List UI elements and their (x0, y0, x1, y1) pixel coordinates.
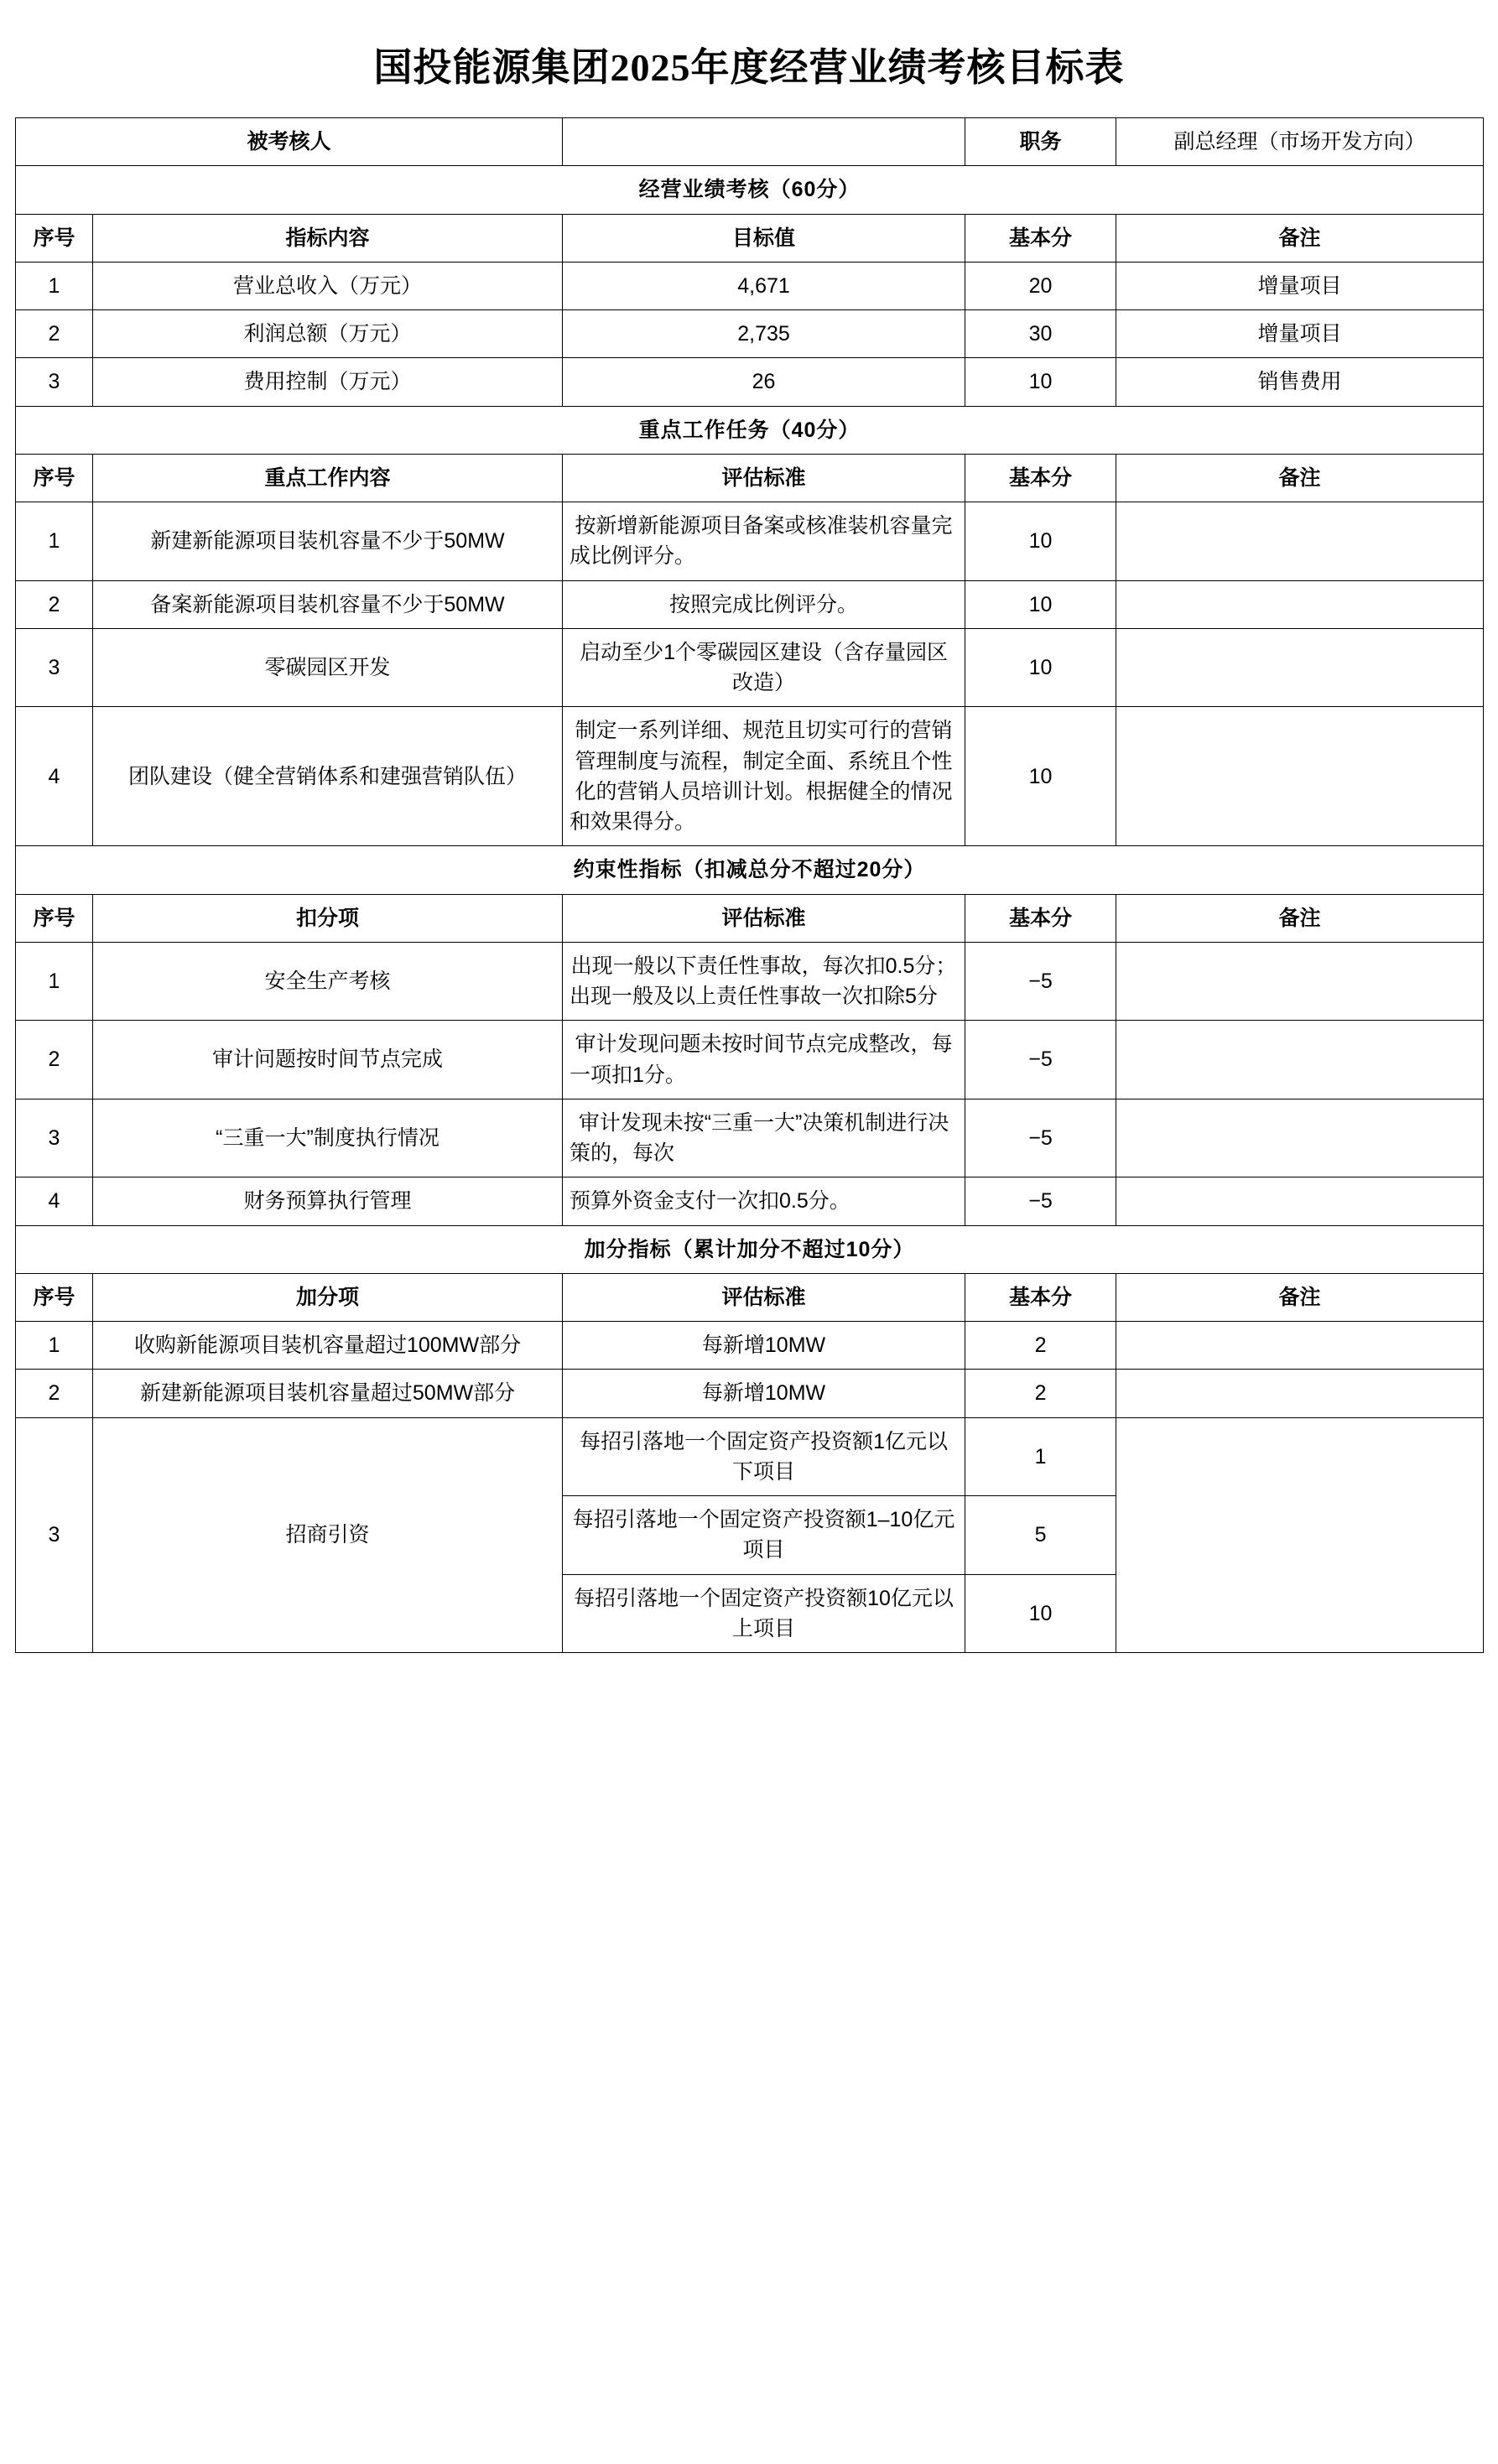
col-header-remark: 备注 (1116, 214, 1484, 262)
row-target: 26 (563, 358, 965, 406)
row-no: 4 (16, 707, 93, 846)
section-title-row (16, 846, 1484, 894)
table-row (16, 1099, 1484, 1177)
col-header-target: 评估标准 (563, 1273, 965, 1321)
row-remark (1116, 1021, 1484, 1099)
table-row (16, 1021, 1484, 1099)
row-remark (1116, 942, 1484, 1021)
col-header-target: 评估标准 (563, 454, 965, 502)
row-no: 2 (16, 580, 93, 628)
row-no: 3 (16, 1417, 93, 1653)
table-row (16, 1177, 1484, 1225)
row-no: 1 (16, 502, 93, 581)
row-no: 1 (16, 942, 93, 1021)
row-score: −5 (965, 1177, 1116, 1225)
row-item: 营业总收入（万元） (93, 262, 563, 309)
row-target: 出现一般以下责任性事故，每次扣0.5分；出现一般及以上责任性事故一次扣除5分 (563, 942, 965, 1021)
row-item: 审计问题按时间节点完成 (93, 1021, 563, 1099)
row-score: 10 (965, 707, 1116, 846)
col-header-score: 基本分 (965, 454, 1116, 502)
position-value: 副总经理（市场开发方向） (1116, 118, 1484, 166)
table-row (16, 1322, 1484, 1370)
row-remark: 增量项目 (1116, 310, 1484, 358)
row-target: 预算外资金支付一次扣0.5分。 (563, 1177, 965, 1225)
col-header-remark: 备注 (1116, 454, 1484, 502)
row-item: 费用控制（万元） (93, 358, 563, 406)
row-item: 财务预算执行管理 (93, 1177, 563, 1225)
row-score: 10 (965, 628, 1116, 707)
row-target: 每新增10MW (563, 1370, 965, 1417)
row-target: 每招引落地一个固定资产投资额10亿元以上项目 (563, 1574, 965, 1653)
table-row (16, 358, 1484, 406)
col-header-target: 评估标准 (563, 894, 965, 942)
column-header-row (16, 894, 1484, 942)
row-target: 制定一系列详细、规范且切实可行的营销管理制度与流程，制定全面、系统且个性化的营销人员培训计划。根据健全的情况和效果得分。 (563, 707, 965, 846)
row-score: −5 (965, 942, 1116, 1021)
row-score: 1 (965, 1417, 1116, 1496)
header-row (16, 118, 1484, 166)
row-item: 新建新能源项目装机容量超过50MW部分 (93, 1370, 563, 1417)
section-title-3: 加分指标（累计加分不超过10分） (16, 1225, 1484, 1273)
row-item: 备案新能源项目装机容量不少于50MW (93, 580, 563, 628)
row-target: 每新增10MW (563, 1322, 965, 1370)
row-item: 招商引资 (93, 1417, 563, 1653)
row-item: 零碳园区开发 (93, 628, 563, 707)
col-header-no: 序号 (16, 454, 93, 502)
col-header-score: 基本分 (965, 894, 1116, 942)
row-score: 10 (965, 502, 1116, 581)
row-remark (1116, 628, 1484, 707)
row-remark (1116, 1322, 1484, 1370)
row-remark (1116, 1177, 1484, 1225)
section-title-0: 经营业绩考核（60分） (16, 166, 1484, 214)
row-no: 2 (16, 1370, 93, 1417)
col-header-target: 目标值 (563, 214, 965, 262)
row-remark: 销售费用 (1116, 358, 1484, 406)
row-no: 2 (16, 1021, 93, 1099)
row-score: −5 (965, 1099, 1116, 1177)
row-score: 2 (965, 1322, 1116, 1370)
page-title: 国投能源集团2025年度经营业绩考核目标表 (373, 46, 1125, 89)
row-remark: 增量项目 (1116, 262, 1484, 309)
col-header-score: 基本分 (965, 214, 1116, 262)
row-target: 4,671 (563, 262, 965, 309)
table-row (16, 707, 1484, 846)
row-no: 4 (16, 1177, 93, 1225)
row-item: 利润总额（万元） (93, 310, 563, 358)
row-score: 5 (965, 1496, 1116, 1575)
assessment-table (15, 117, 1484, 1653)
table-row (16, 628, 1484, 707)
table-row (16, 1370, 1484, 1417)
row-no: 1 (16, 1322, 93, 1370)
row-target: 2,735 (563, 310, 965, 358)
row-target: 按照完成比例评分。 (563, 580, 965, 628)
row-remark (1116, 1417, 1484, 1653)
row-no: 3 (16, 628, 93, 707)
section-title-row (16, 1225, 1484, 1273)
row-item: 新建新能源项目装机容量不少于50MW (93, 502, 563, 581)
row-item: 收购新能源项目装机容量超过100MW部分 (93, 1322, 563, 1370)
col-header-item: 重点工作内容 (93, 454, 563, 502)
col-header-item: 扣分项 (93, 894, 563, 942)
col-header-item: 加分项 (93, 1273, 563, 1321)
row-target: 审计发现问题未按时间节点完成整改，每一项扣1分。 (563, 1021, 965, 1099)
row-remark (1116, 1099, 1484, 1177)
col-header-no: 序号 (16, 214, 93, 262)
row-no: 1 (16, 262, 93, 309)
table-row (16, 580, 1484, 628)
column-header-row (16, 214, 1484, 262)
row-remark (1116, 580, 1484, 628)
column-header-row (16, 1273, 1484, 1321)
section-title-1: 重点工作任务（40分） (16, 406, 1484, 454)
table-row (16, 1417, 1484, 1496)
row-item: 安全生产考核 (93, 942, 563, 1021)
section-title-row (16, 166, 1484, 214)
col-header-remark: 备注 (1116, 894, 1484, 942)
row-score: 10 (965, 1574, 1116, 1653)
row-target: 按新增新能源项目备案或核准装机容量完成比例评分。 (563, 502, 965, 581)
row-score: 30 (965, 310, 1116, 358)
row-score: 10 (965, 580, 1116, 628)
row-target: 启动至少1个零碳园区建设（含存量园区改造） (563, 628, 965, 707)
row-no: 3 (16, 1099, 93, 1177)
col-header-remark: 备注 (1116, 1273, 1484, 1321)
col-header-no: 序号 (16, 1273, 93, 1321)
row-remark (1116, 502, 1484, 581)
row-target: 审计发现未按“三重一大”决策机制进行决策的，每次 (563, 1099, 965, 1177)
row-remark (1116, 707, 1484, 846)
col-header-no: 序号 (16, 894, 93, 942)
section-title-2: 约束性指标（扣减总分不超过20分） (16, 846, 1484, 894)
position-label: 职务 (965, 118, 1116, 166)
assessee-value (563, 118, 965, 166)
col-header-score: 基本分 (965, 1273, 1116, 1321)
row-remark (1116, 1370, 1484, 1417)
col-header-item: 指标内容 (93, 214, 563, 262)
table-row (16, 942, 1484, 1021)
row-item: 团队建设（健全营销体系和建强营销队伍） (93, 707, 563, 846)
table-row (16, 310, 1484, 358)
column-header-row (16, 454, 1484, 502)
row-score: 20 (965, 262, 1116, 309)
section-title-row (16, 406, 1484, 454)
row-target: 每招引落地一个固定资产投资额1–10亿元项目 (563, 1496, 965, 1575)
assessee-label: 被考核人 (16, 118, 563, 166)
row-score: 2 (965, 1370, 1116, 1417)
row-score: 10 (965, 358, 1116, 406)
row-target: 每招引落地一个固定资产投资额1亿元以下项目 (563, 1417, 965, 1496)
row-no: 2 (16, 310, 93, 358)
row-no: 3 (16, 358, 93, 406)
row-score: −5 (965, 1021, 1116, 1099)
table-row (16, 262, 1484, 309)
table-row (16, 502, 1484, 581)
row-item: “三重一大”制度执行情况 (93, 1099, 563, 1177)
